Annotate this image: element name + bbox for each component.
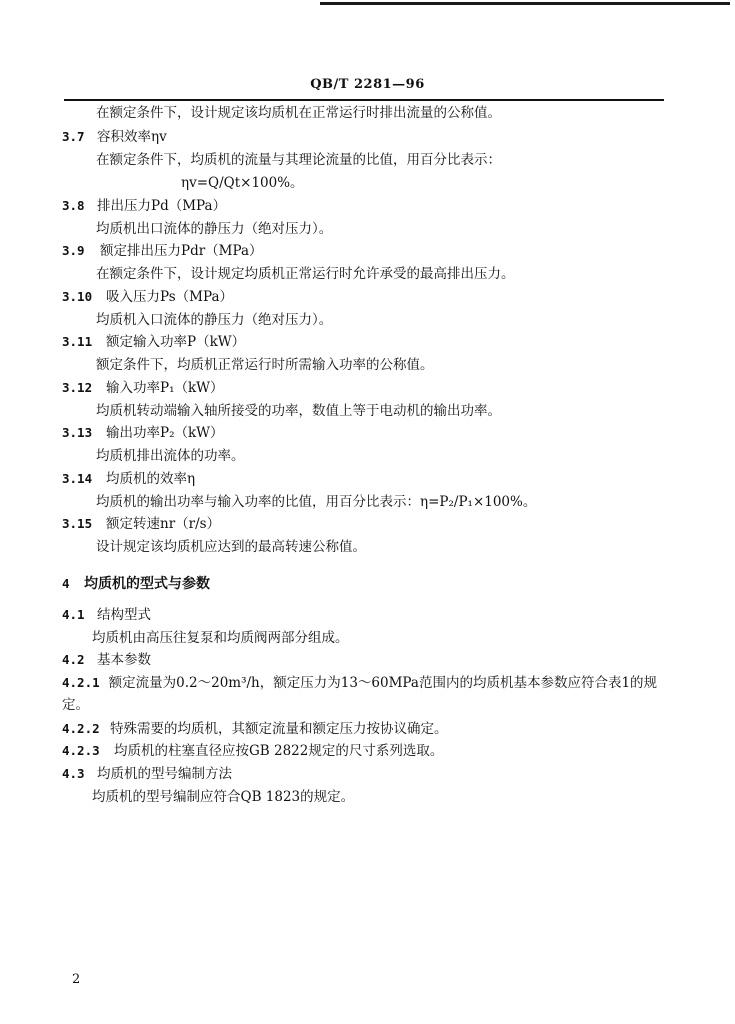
top-border-line xyxy=(320,2,730,5)
page-number: 2 xyxy=(72,972,81,987)
clause-4-2-1: 4.2.1 额定流量为0.2～20m³/h，额定压力为13～60MPa范围内的均质机基本参数应符合表1的规定。 xyxy=(62,675,658,713)
standard-code-header: QB/T 2281—96 xyxy=(310,77,425,92)
header-rule xyxy=(64,99,664,101)
